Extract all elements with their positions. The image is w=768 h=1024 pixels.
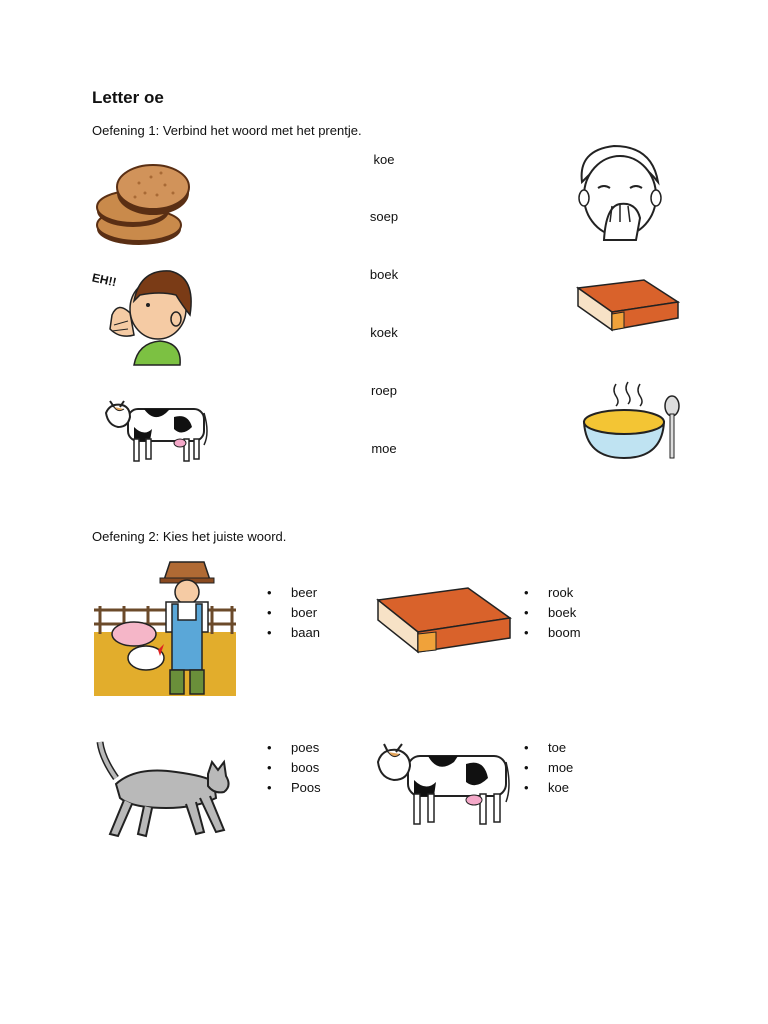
soup-bowl-icon [582, 380, 686, 462]
book-icon [574, 276, 680, 334]
option-item[interactable]: • beer [267, 583, 320, 603]
option-item[interactable]: • poes [267, 738, 321, 758]
cow-icon [374, 738, 512, 832]
shouting-boy-icon [90, 265, 200, 367]
cow-icon [104, 393, 210, 469]
yawning-boy-icon [574, 142, 666, 246]
cow-options [524, 738, 573, 798]
word-item[interactable]: koek [370, 325, 398, 340]
option-item[interactable]: • rook [524, 583, 581, 603]
option-item[interactable]: • boer [267, 603, 320, 623]
word-item[interactable]: roep [370, 383, 398, 398]
word-item[interactable]: koe [373, 152, 395, 167]
word-item[interactable]: soep [369, 209, 399, 224]
page-title: Letter oe [92, 88, 164, 107]
option-item[interactable]: • Poos [267, 778, 321, 798]
word-item[interactable]: moe [371, 441, 397, 456]
option-item[interactable]: • boek [524, 603, 581, 623]
option-item[interactable]: • boos [267, 758, 321, 778]
shout-text: EH!! [90, 270, 118, 290]
option-item[interactable]: • toe [524, 738, 573, 758]
option-item[interactable]: • koe [524, 778, 573, 798]
farmer-options [267, 583, 320, 643]
book-options [524, 583, 581, 643]
exercise-1-instruction: Oefening 1: Verbind het woord met het prentje. [92, 123, 362, 138]
cat-options [267, 738, 321, 798]
option-item[interactable]: • baan [267, 623, 320, 643]
word-item[interactable]: boek [369, 267, 399, 282]
cookies-icon [95, 153, 195, 251]
book-icon [374, 582, 514, 658]
cat-icon [96, 738, 236, 842]
farmer-icon [94, 560, 238, 698]
exercise-2-instruction: Oefening 2: Kies het juiste woord. [92, 529, 287, 544]
option-item[interactable]: • moe [524, 758, 573, 778]
option-item[interactable]: • boom [524, 623, 581, 643]
